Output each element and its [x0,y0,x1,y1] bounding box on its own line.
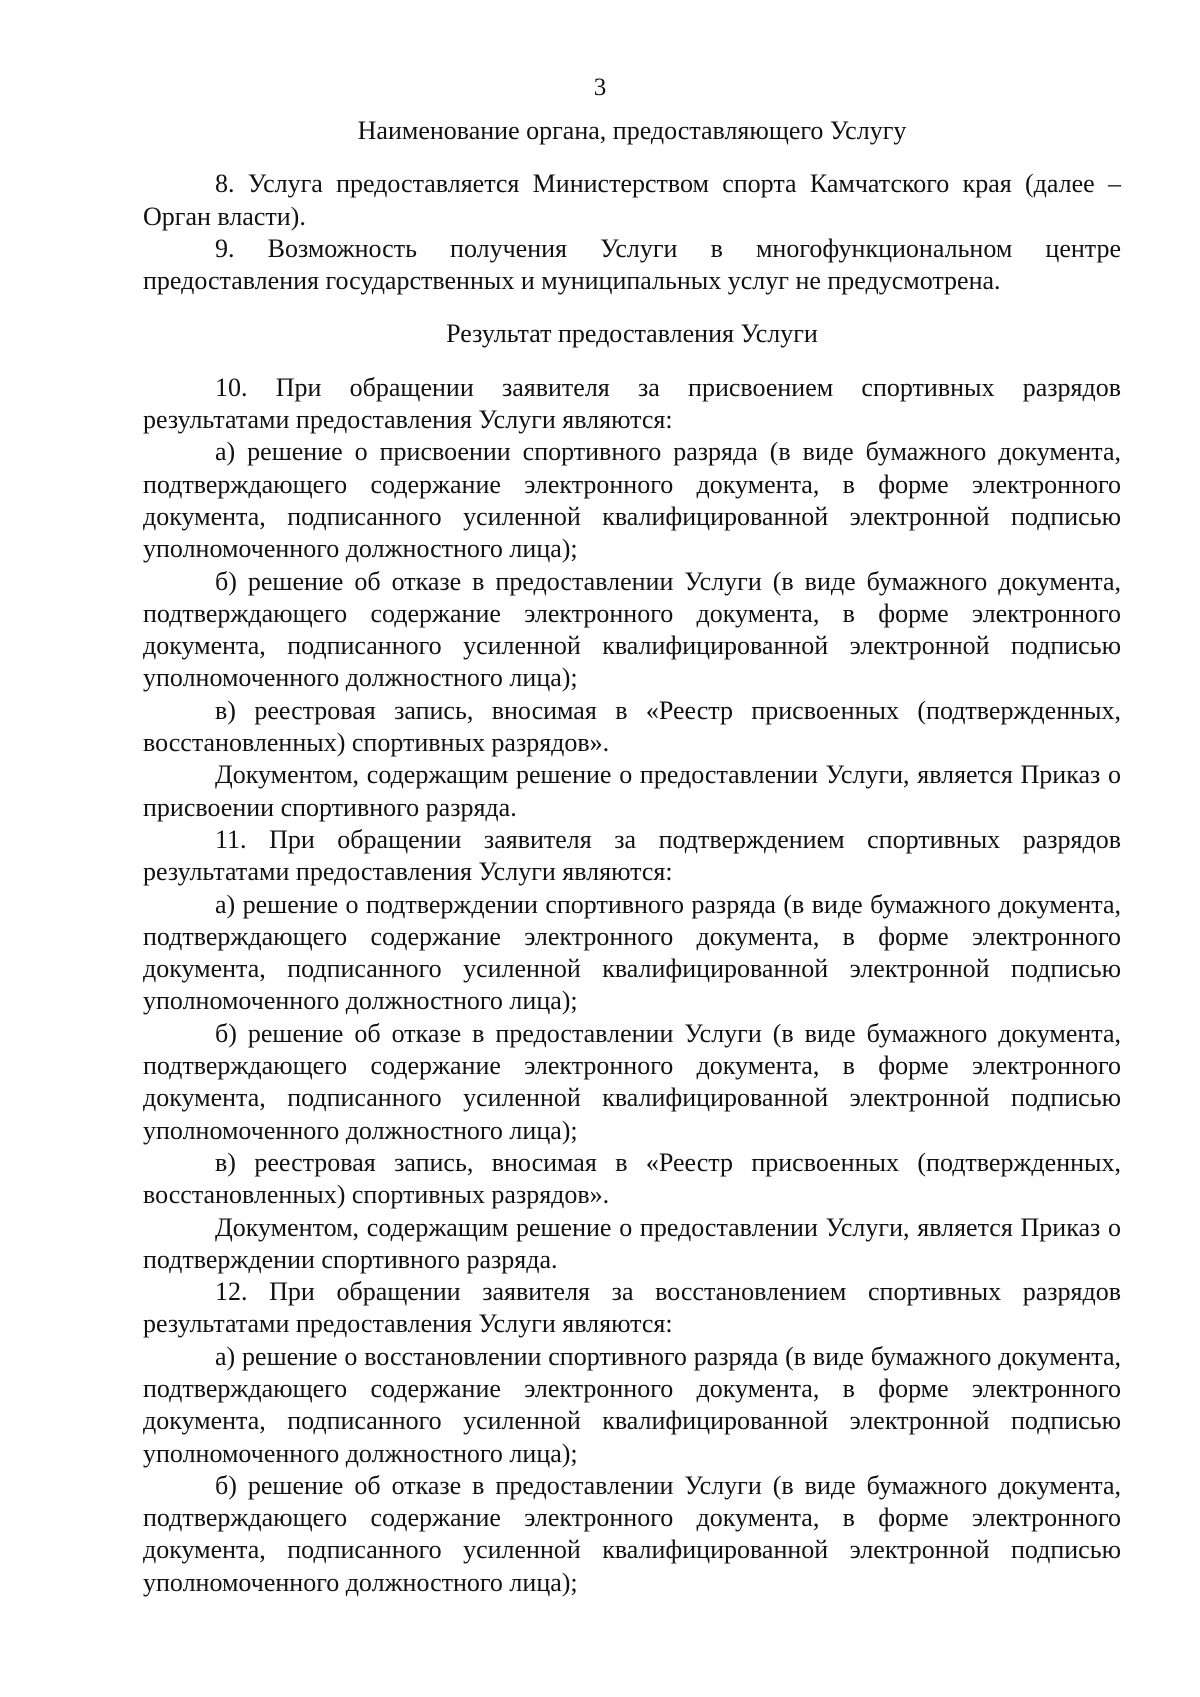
section-heading-authority: Наименование органа, предоставляющего Услугу [357,116,907,145]
page-number: 3 [593,74,607,101]
paragraph-11-v: в) реестровая запись, вносимая в «Реестр присвоенных (подтвержденных, восстановленных) спортивных разрядов». [143,1147,1121,1210]
paragraph-12: 12. При обращении заявителя за восстановлением спортивных разрядов результатами предоставления Услуги являются: [143,1277,1121,1339]
section-heading-result: Результат предоставления Услуги [446,319,818,349]
paragraph-11-b: б) решение об отказе в предоставлении Услуги (в виде бумажного документа, подтверждающего содержание электронного документа, в форме электронного документа, подписанного усиленной квалифицированной электронной подписью уполномоченного должностного лица); [143,1018,1121,1145]
paragraph-11-document: Документом, содержащим решение о предоставлении Услуги, является Приказ о подтверждении спортивного разряда. [143,1212,1121,1274]
paragraph-11-a: а) решение о подтверждении спортивного разряда (в виде бумажного документа, подтверждающего содержание электронного документа, в форме электронного документа, подписанного усиленной квалифицированной электронной подписью уполномоченного должностного лица); [143,889,1121,1016]
paragraph-10-v: в) реестровая запись, вносимая в «Реестр присвоенных (подтвержденных, восстановленных) спортивных разрядов». [143,695,1121,758]
paragraph-9: 9. Возможность получения Услуги в многофункциональном центре предоставления государственных и муниципальных услуг не предусмотрена. [143,233,1121,296]
document-body [143,115,1121,1599]
paragraph-12-a: а) решение о восстановлении спортивного разряда (в виде бумажного документа, подтверждающего содержание электронного документа, в форме электронного документа, подписанного усиленной квалифицированной электронной подписью уполномоченного должностного лица); [143,1341,1121,1468]
paragraph-8: 8. Услуга предоставляется Министерством спорта Камчатского края (далее – Орган власти). [143,169,1121,231]
paragraph-10-document: Документом, содержащим решение о предоставлении Услуги, является Приказ о присвоении спортивного разряда. [143,760,1121,822]
paragraph-10: 10. При обращении заявителя за присвоением спортивных разрядов результатами предоставления Услуги являются: [143,372,1121,435]
paragraph-11: 11. При обращении заявителя за подтверждением спортивных разрядов результатами предоставления Услуги являются: [143,824,1121,887]
paragraph-12-b: б) решение об отказе в предоставлении Услуги (в виде бумажного документа, подтверждающего содержание электронного документа, в форме электронного документа, подписанного усиленной квалифицированной электронной подписью уполномоченного должностного лица); [143,1470,1121,1597]
paragraph-10-b: б) решение об отказе в предоставлении Услуги (в виде бумажного документа, подтверждающего содержание электронного документа, в форме электронного документа, подписанного усиленной квалифицированной электронной подписью уполномоченного должностного лица); [143,566,1121,693]
paragraph-10-a: а) решение о присвоении спортивного разряда (в виде бумажного документа, подтверждающего содержание электронного документа, в форме электронного документа, подписанного усиленной квалифицированной электронной подписью уполномоченного должностного лица); [143,437,1121,564]
